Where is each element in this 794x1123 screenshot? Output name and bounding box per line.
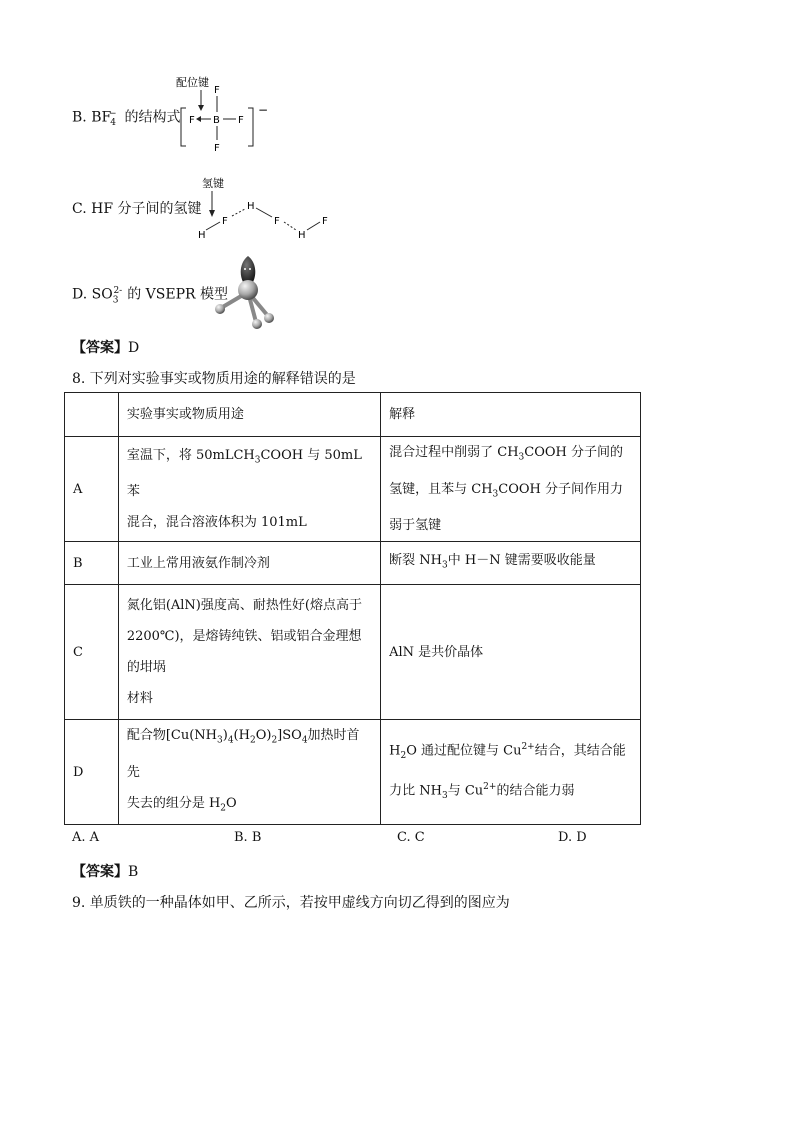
row-c-fact: 氮化铝(AlN)强度高、耐热性好(熔点高于 2200℃)，是熔铸纯铁、铝或铝合金理想 的坩埚 材料 <box>118 585 380 720</box>
table-row-c: C 氮化铝(AlN)强度高、耐热性好(熔点高于 2200℃)，是熔铸纯铁、铝或铝合金理想 的坩埚 材料 AlN 是共价晶体 <box>65 585 641 720</box>
table-row-d: D 配合物$[Cu(NH_3)_4(H_2O)_2]SO_4$加热时首先 失去的组分是 $H_2O$ $H_2O$ 通过配位键与 $Cu^{2+}$结合，其结合能 力比 $NH_3$与 $Cu^{2+}$的结合能力弱 <box>65 720 641 825</box>
atom-h1: H <box>198 230 206 241</box>
q9-stem: 9. 单质铁的一种晶体如甲、乙所示，若按甲虚线方向切乙得到的图应为 <box>72 895 510 911</box>
lone-pair-dot <box>244 268 246 270</box>
right-bracket <box>248 108 253 146</box>
atom-h2: H <box>247 201 255 212</box>
label-arrow-head <box>198 105 204 111</box>
left-bracket <box>181 108 186 146</box>
row-d-explanation: $H_2O$ 通过配位键与 $Cu^{2+}$结合，其结合能 力比 $NH_3$与 $Cu^{2+}$的结合能力弱 <box>381 720 641 825</box>
row-a-explanation: 混合过程中削弱了 $CH_3COOH$ 分子间的 氢键，且苯与 $CH_3COOH$ 分子间作用力 弱于氢键 <box>381 437 641 542</box>
q8-table <box>64 392 641 825</box>
hbond-1 <box>232 209 245 216</box>
row-a-fact: 室温下，将 50mLCH$_3$COOH 与 50mL 苯 混合，混合溶液体积为 101mL <box>118 437 380 542</box>
row-b-fact: 工业上常用液氨作制冷剂 <box>118 542 380 585</box>
q8-option-b: B. B <box>234 830 262 845</box>
atom-b: B <box>213 115 220 126</box>
row-b-explanation: 断裂 $NH_3$中 H－N 键需要吸收能量 <box>381 542 641 585</box>
atom-f-right: F <box>238 115 244 126</box>
atom-f2: F <box>274 216 280 227</box>
coordinate-bond-label: 配位键 <box>176 76 209 89</box>
answer-1: 【答案】D <box>72 340 140 356</box>
option-b: B. $BF_4^-$ 的结构式 <box>72 109 181 129</box>
bf4-structure-diagram <box>170 72 280 154</box>
so3-vsepr-model <box>210 252 280 332</box>
lone-pair-dot <box>249 268 251 270</box>
option-c: C. HF 分子间的氢键 <box>72 201 202 217</box>
o-atom <box>252 319 262 329</box>
q8-option-a: A. A <box>72 830 100 845</box>
table-row-b: B 工业上常用液氨作制冷剂 断裂 $NH_3$中 H－N 键需要吸收能量 <box>65 542 641 585</box>
lone-pair-lobe <box>241 256 256 282</box>
option-d: D. $SO_3^{2-}$ 的 VSEPR 模型 <box>72 286 229 306</box>
hydrogen-bond-label: 氢键 <box>202 177 224 190</box>
header-fact: 实验事实或物质用途 <box>118 393 380 437</box>
coordinate-bond-arrow <box>196 116 201 122</box>
row-d-fact: 配合物$[Cu(NH_3)_4(H_2O)_2]SO_4$加热时首先 失去的组分是 $H_2O$ <box>118 720 380 825</box>
q8-stem: 8. 下列对实验事实或物质用途的解释错误的是 <box>72 371 356 387</box>
atom-h3: H <box>298 230 306 241</box>
hbond-2 <box>284 222 296 230</box>
q8-options <box>72 830 632 850</box>
atom-f-top: F <box>214 85 220 96</box>
label-arrow-head <box>209 210 215 217</box>
q8-option-d: D. D <box>558 830 587 845</box>
atom-f3: F <box>322 216 328 227</box>
bond-hf1 <box>206 222 220 230</box>
central-atom <box>238 280 258 300</box>
table-header-row <box>65 393 641 437</box>
header-explanation: 解释 <box>381 393 641 437</box>
hf-hydrogen-bond-diagram <box>192 174 340 244</box>
bond-hf2 <box>256 208 272 217</box>
q8-option-c: C. C <box>397 830 425 845</box>
atom-f-left: F <box>189 115 195 126</box>
o-atom <box>215 304 225 314</box>
bond-hf3 <box>307 222 320 230</box>
atom-f-bottom: F <box>214 143 220 154</box>
row-c-explanation: AlN 是共价晶体 <box>381 585 641 720</box>
charge: − <box>258 103 269 117</box>
o-atom <box>264 313 274 323</box>
answer-2: 【答案】B <box>72 864 139 880</box>
table-row-a: A 室温下，将 50mLCH$_3$COOH 与 50mL 苯 混合，混合溶液体积为 101mL 混合过程中削弱了 $CH_3COOH$ 分子间的 氢键，且苯与 $CH_3COOH$ 分子间作用力 弱于氢键 <box>65 437 641 542</box>
atom-f1: F <box>222 216 228 227</box>
